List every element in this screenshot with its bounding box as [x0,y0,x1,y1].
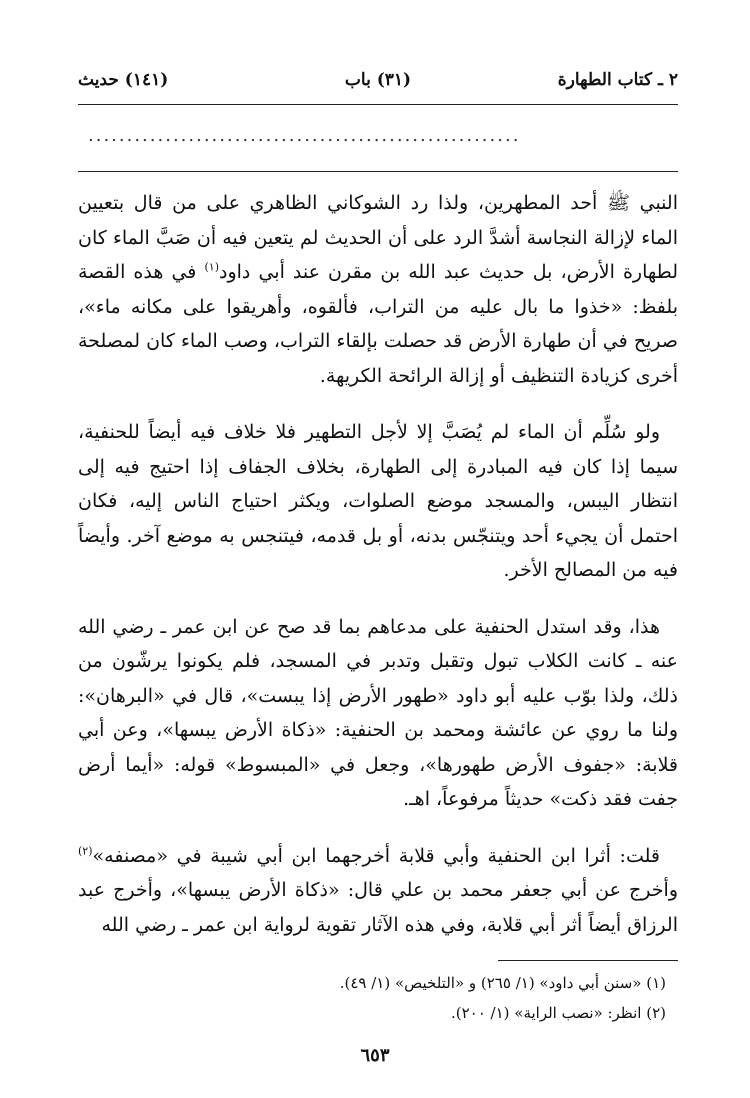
footnote-ref: (١) [204,260,219,274]
section-number: (٣١) باب [344,70,412,90]
paragraph [78,186,678,393]
paragraph-text: النبي ﷺ أحد المطهرين، ولذا رد الشوكاني الظاهري على من قال بتعيين الماء لإزالة النجاسة أشدَّ الرد على أن الحديث لم يتعين فيه أن صَبَّ الماء كان لطهارة الأرض، بل حديث عبد الله بن مقرن عند أبي داود [78,192,678,283]
footnote: (١) «سنن أبي داود» (١/ ٢٦٥) و «التلخيص» (١/ ٤٩). [339,974,666,992]
paragraph: هذا، وقد استدل الحنفية على مدعاهم بما قد صح عن ابن عمر ـ رضي الله عنه ـ كانت الكلاب تبول وتقبل وتدبر في المسجد، فلم يكونوا يرشّون من ذلك، ولذا بوّب عليه أبو داود «طهور الأرض إذا يبست»، قال في «البرهان»: ولنا ما روي عن عائشة ومحمد بن الحنفية: «ذكاة الأرض يبسها»، وعن أبي قلابة: «جفوف الأرض طهورها»، وجعل في «المبسوط» قوله: «أيما أرض جفت فقد ذكت» حديثاً مرفوعاً، اهـ. [78,615,678,810]
footnote-rule [498,960,678,961]
separator-rule [78,171,678,172]
paragraph-text: وأخرج عن أبي جعفر محمد بن علي قال: «ذكاة الأرض يبسها»، وأخرج عبد الرزاق أيضاً أثر أبي قلابة، وفي هذه الآثار تقوية لرواية ابن عمر ـ رضي الله [78,879,678,936]
footnote: (٢) انظر: «نصب الراية» (١/ ٢٠٠). [450,1004,666,1022]
footnotes [78,968,678,1028]
paragraph: ولو سُلِّم أن الماء لم يُصَبَّ إلا لأجل التطهير فلا خلاف فيه أيضاً للحنفية، سيما إذا كان فيه المبادرة إلى الطهارة، بخلاف الجفاف إذا احتيج فيه إلى انتظار اليبس، والمسجد موضع الصلوات، ويكثر احتياج الناس إليه، فكان احتمل أن يجيء أحد ويتنجّس بدنه، أو بل قدمه، فيتنجس به موضع آخر. وأيضاً فيه من المصالح الأخر. [78,421,678,581]
hadith-number: (١٤١) حديث [78,70,169,90]
main-text [78,186,678,964]
paragraph [78,839,678,943]
header-rule [78,104,678,105]
paragraph-text: قلت: أثرا ابن الحنفية وأبي قلابة أخرجهما ابن أبي شيبة في «مصنفه» [92,844,660,867]
footnote-ref: (٢) [78,844,93,858]
page-number: ٦٥٣ [360,1045,390,1066]
running-header [78,70,678,100]
elision-dots: ........................................................ [88,125,521,146]
book-chapter-title: ٢ ـ كتاب الطهارة [557,70,678,90]
paragraph-text: في هذه القصة بلفظ: «خذوا ما بال عليه من التراب، فألقوه، وأهريقوا على مكانه ماء»، صريح في أن طهارة الأرض قد حصلت بإلقاء التراب، وصب الماء كان لمصلحة أخرى كزيادة التنظيف أو إزالة الرائحة الكريهة. [78,261,678,387]
